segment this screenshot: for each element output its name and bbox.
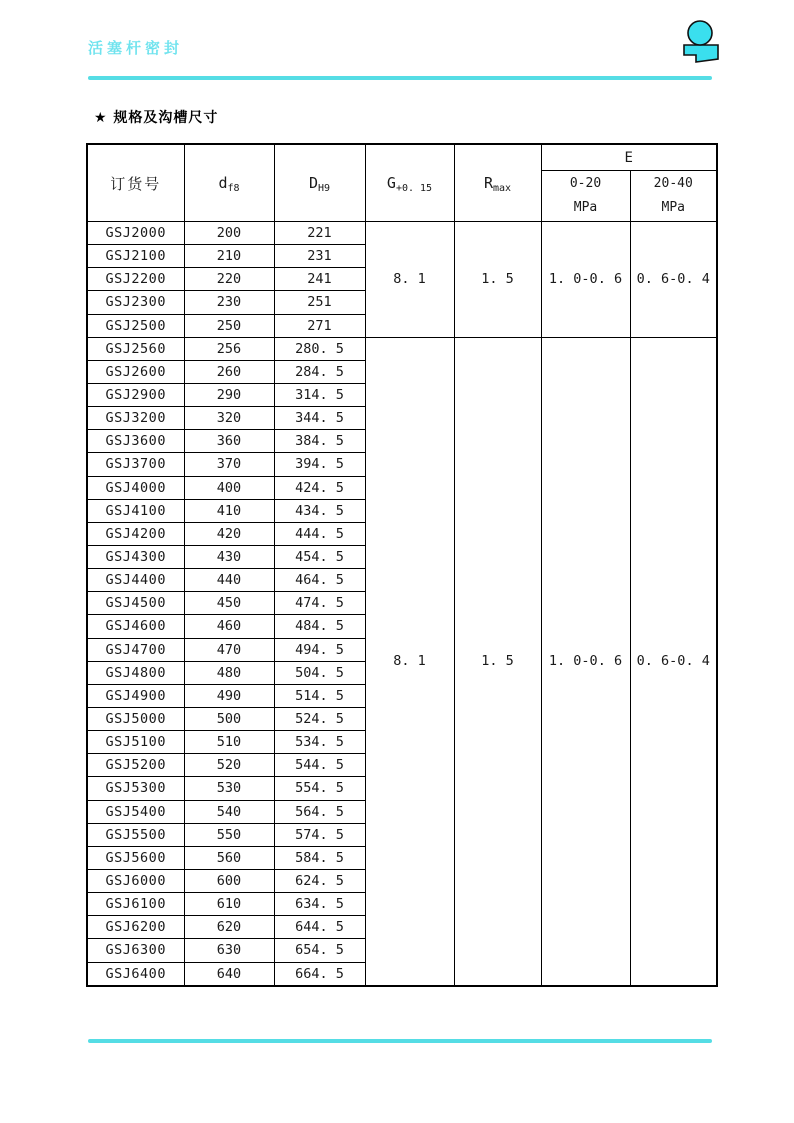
order-code-cell: GSJ4600	[87, 615, 184, 638]
order-code-cell: GSJ2300	[87, 291, 184, 314]
order-code-cell: GSJ5100	[87, 731, 184, 754]
D-value-cell: 434. 5	[274, 499, 365, 522]
d-value-cell: 430	[184, 545, 274, 568]
seal-profile-logo-icon	[676, 14, 724, 66]
d-value-cell: 460	[184, 615, 274, 638]
order-code-cell: GSJ4400	[87, 569, 184, 592]
d-value-cell: 440	[184, 569, 274, 592]
order-code-cell: GSJ5400	[87, 800, 184, 823]
D-value-cell: 584. 5	[274, 846, 365, 869]
d-value-cell: 630	[184, 939, 274, 962]
d-symbol: d	[218, 173, 228, 192]
order-code-cell: GSJ4900	[87, 684, 184, 707]
R-max-sub: max	[492, 182, 512, 194]
order-code-cell: GSJ6400	[87, 962, 184, 986]
order-code-cell: GSJ2200	[87, 268, 184, 291]
d-value-cell: 370	[184, 453, 274, 476]
r-merged-cell: 1. 5	[454, 337, 541, 985]
D-value-cell: 554. 5	[274, 777, 365, 800]
d-value-cell: 560	[184, 846, 274, 869]
D-value-cell: 514. 5	[274, 684, 365, 707]
D-value-cell: 251	[274, 291, 365, 314]
col-header-d	[184, 144, 274, 222]
G-tolerance: +0. 15	[395, 182, 433, 194]
g-merged-cell: 8. 1	[365, 337, 454, 985]
order-code-cell: GSJ5600	[87, 846, 184, 869]
col-header-D	[274, 144, 365, 222]
G-symbol: G	[386, 173, 396, 192]
D-value-cell: 280. 5	[274, 337, 365, 360]
order-code-cell: GSJ5300	[87, 777, 184, 800]
e-0-20-merged-cell: 1. 0-0. 6	[541, 337, 630, 985]
d-value-cell: 480	[184, 661, 274, 684]
e-0-20-merged-cell: 1. 0-0. 6	[541, 222, 630, 338]
d-value-cell: 620	[184, 916, 274, 939]
D-value-cell: 484. 5	[274, 615, 365, 638]
order-code-cell: GSJ6000	[87, 869, 184, 892]
D-value-cell: 344. 5	[274, 407, 365, 430]
order-code-cell: GSJ2100	[87, 245, 184, 268]
D-value-cell: 284. 5	[274, 360, 365, 383]
d-value-cell: 610	[184, 893, 274, 916]
order-code-cell: GSJ6200	[87, 916, 184, 939]
d-value-cell: 260	[184, 360, 274, 383]
D-value-cell: 544. 5	[274, 754, 365, 777]
D-value-cell: 424. 5	[274, 476, 365, 499]
D-symbol: D	[308, 173, 318, 192]
table-row	[87, 222, 717, 245]
r-merged-cell: 1. 5	[454, 222, 541, 338]
D-value-cell: 644. 5	[274, 916, 365, 939]
d-value-cell: 360	[184, 430, 274, 453]
D-value-cell: 624. 5	[274, 869, 365, 892]
d-value-cell: 420	[184, 522, 274, 545]
D-value-cell: 474. 5	[274, 592, 365, 615]
order-code-cell: GSJ2500	[87, 314, 184, 337]
D-value-cell: 534. 5	[274, 731, 365, 754]
col-header-order-no: 订货号	[87, 144, 184, 222]
D-value-cell: 314. 5	[274, 383, 365, 406]
D-value-cell: 664. 5	[274, 962, 365, 986]
D-value-cell: 454. 5	[274, 545, 365, 568]
page-header-title: 活塞杆密封	[88, 39, 184, 57]
D-value-cell: 634. 5	[274, 893, 365, 916]
order-code-cell: GSJ5000	[87, 707, 184, 730]
D-value-cell: 504. 5	[274, 661, 365, 684]
order-code-cell: GSJ6100	[87, 893, 184, 916]
footer-divider	[88, 1039, 712, 1043]
d-tolerance: f8	[227, 182, 240, 194]
order-code-cell: GSJ4300	[87, 545, 184, 568]
order-code-cell: GSJ2600	[87, 360, 184, 383]
D-value-cell: 574. 5	[274, 823, 365, 846]
D-tolerance: H9	[317, 182, 331, 194]
d-value-cell: 470	[184, 638, 274, 661]
order-code-cell: GSJ5500	[87, 823, 184, 846]
D-value-cell: 231	[274, 245, 365, 268]
e-20-40-merged-cell: 0. 6-0. 4	[630, 337, 717, 985]
col-header-R	[454, 144, 541, 222]
d-value-cell: 210	[184, 245, 274, 268]
order-code-cell: GSJ4200	[87, 522, 184, 545]
order-code-cell: GSJ2000	[87, 222, 184, 245]
D-value-cell: 494. 5	[274, 638, 365, 661]
table-row	[87, 337, 717, 360]
d-value-cell: 200	[184, 222, 274, 245]
order-code-cell: GSJ3600	[87, 430, 184, 453]
d-value-cell: 490	[184, 684, 274, 707]
order-code-cell: GSJ5200	[87, 754, 184, 777]
d-value-cell: 410	[184, 499, 274, 522]
d-value-cell: 530	[184, 777, 274, 800]
order-code-cell: GSJ2900	[87, 383, 184, 406]
spec-table	[86, 143, 718, 987]
D-value-cell: 444. 5	[274, 522, 365, 545]
col-header-e-20-40	[630, 171, 717, 222]
R-symbol: R	[483, 173, 493, 192]
e-20-40-merged-cell: 0. 6-0. 4	[630, 222, 717, 338]
d-value-cell: 520	[184, 754, 274, 777]
D-value-cell: 464. 5	[274, 569, 365, 592]
D-value-cell: 241	[274, 268, 365, 291]
D-value-cell: 564. 5	[274, 800, 365, 823]
col-header-G	[365, 144, 454, 222]
order-code-cell: GSJ3200	[87, 407, 184, 430]
d-value-cell: 400	[184, 476, 274, 499]
order-code-cell: GSJ3700	[87, 453, 184, 476]
pressure-range-label: 20-40	[653, 176, 693, 191]
pressure-range-label: 0-20	[569, 176, 602, 191]
pressure-unit-label: MPa	[661, 200, 685, 215]
order-code-cell: GSJ6300	[87, 939, 184, 962]
order-code-cell: GSJ4800	[87, 661, 184, 684]
d-value-cell: 540	[184, 800, 274, 823]
col-header-e-0-20	[541, 171, 630, 222]
d-value-cell: 510	[184, 731, 274, 754]
order-code-cell: GSJ2560	[87, 337, 184, 360]
header-divider	[88, 76, 712, 80]
D-value-cell: 394. 5	[274, 453, 365, 476]
D-value-cell: 524. 5	[274, 707, 365, 730]
D-value-cell: 384. 5	[274, 430, 365, 453]
col-header-E: E	[541, 144, 717, 171]
section-title: ★ 规格及沟槽尺寸	[94, 110, 219, 126]
header-row-1	[87, 144, 717, 171]
d-value-cell: 320	[184, 407, 274, 430]
D-value-cell: 654. 5	[274, 939, 365, 962]
d-value-cell: 256	[184, 337, 274, 360]
D-value-cell: 271	[274, 314, 365, 337]
D-value-cell: 221	[274, 222, 365, 245]
order-code-cell: GSJ4500	[87, 592, 184, 615]
d-value-cell: 600	[184, 869, 274, 892]
d-value-cell: 230	[184, 291, 274, 314]
d-value-cell: 290	[184, 383, 274, 406]
d-value-cell: 220	[184, 268, 274, 291]
d-value-cell: 550	[184, 823, 274, 846]
g-merged-cell: 8. 1	[365, 222, 454, 338]
d-value-cell: 500	[184, 707, 274, 730]
d-value-cell: 640	[184, 962, 274, 986]
order-code-cell: GSJ4100	[87, 499, 184, 522]
pressure-unit-label: MPa	[573, 200, 598, 215]
d-value-cell: 450	[184, 592, 274, 615]
d-value-cell: 250	[184, 314, 274, 337]
order-code-cell: GSJ4700	[87, 638, 184, 661]
order-code-cell: GSJ4000	[87, 476, 184, 499]
